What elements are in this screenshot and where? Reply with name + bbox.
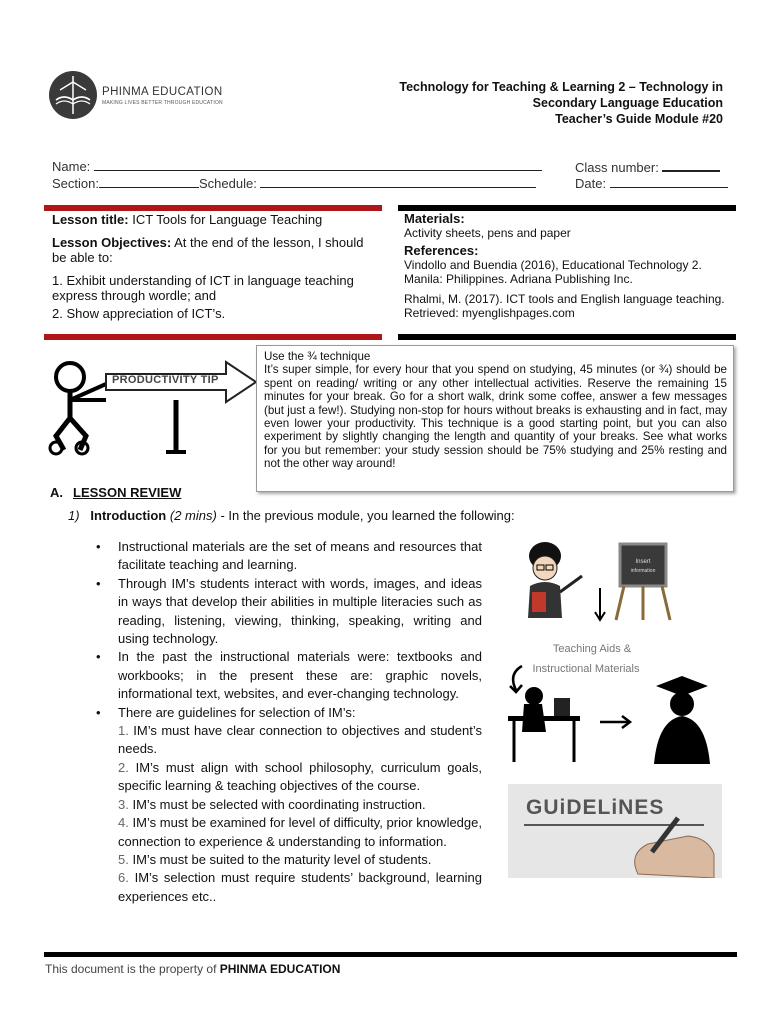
introduction-line: 1) Introduction (2 mins) - In the previous module, you learned the following: [68, 508, 515, 523]
materials-label: Materials: [404, 211, 465, 226]
board-text-1: Insert [635, 559, 651, 565]
materials-value: Activity sheets, pens and paper [404, 226, 571, 240]
phinma-logo-icon [48, 70, 98, 120]
document-title [399, 79, 723, 127]
lesson-bottom-bar [44, 334, 382, 340]
section-heading [50, 485, 181, 500]
introduction-time: (2 mins) [169, 508, 217, 523]
materials-bottom-bar [398, 334, 736, 340]
caption-line-1: Teaching Aids & [552, 643, 632, 655]
guideline-3: 3. IM’s must be selected with coordinating instruction. [118, 796, 426, 812]
lesson-objectives: Lesson Objectives: At the end of the lesson, I should be able to: [52, 234, 364, 265]
guideline-4: 4. IM’s must be examined for level of difficulty, prior knowledge, connection to experience & understanding to information. [118, 815, 482, 849]
title-line-3: Teacher’s Guide Module #20 [555, 112, 723, 126]
introduction-text: - In the previous module, you learned the following: [220, 508, 515, 523]
date-field[interactable] [575, 174, 728, 191]
guideline-6: 6. IM’s selection must require students’ background, learning experiences etc.. [118, 870, 482, 904]
class-number-field[interactable] [575, 157, 720, 175]
section-line[interactable] [99, 174, 199, 188]
productivity-tip-box [256, 345, 734, 492]
lesson-title: Lesson title: ICT Tools for Language Teaching [52, 212, 323, 227]
stick-figure-icon [40, 352, 262, 462]
hand-with-pen-icon [618, 814, 722, 878]
section-label: Section: [52, 176, 99, 191]
class-number-label: Class number: [575, 160, 659, 175]
name-field[interactable] [52, 157, 542, 174]
reference-2: Rhalmi, M. (2017). ICT tools and English language teaching. Retrieved: myenglishpages.com [404, 292, 725, 320]
reference-1: Vindollo and Buendia (2016), Educational Technology 2. Manila: Philippines. Adriana Publishing Inc. [404, 258, 702, 286]
footer-text [45, 962, 340, 976]
materials-info [404, 212, 730, 320]
title-line-1: Technology for Teaching & Learning 2 – Technology in [399, 80, 723, 94]
introduction-label: Introduction [90, 508, 167, 523]
guideline-5: 5. IM’s must be suited to the maturity level of students. [118, 851, 432, 867]
list-item: • In the past the instructional materials were: textbooks and workbooks; in the present these are: graphic novels, informational text, websites, and ever-changing technology. [96, 649, 482, 702]
guidelines-image [508, 784, 722, 878]
objective-1: 1. Exhibit understanding of ICT in language teaching express through wordle; and [52, 272, 354, 303]
date-line[interactable] [610, 174, 728, 188]
teaching-aids-illustration [500, 536, 728, 776]
board-text-2: information [630, 568, 656, 574]
section-title: LESSON REVIEW [73, 485, 182, 500]
list-item: • Through IM’s students interact with words, images, and ideas in ways that develop their abilities in multiple literacies such as reading, listening, viewing, thinking, speaking, writing and using technology. [96, 575, 482, 647]
list-item: • There are guidelines for selection of IM’s: 1. IM’s must have clear connection to objectives and student’s needs. 2. IM’s must align with school philosophy, curriculum goals, specific learning & teaching objectives of the course. 3. IM’s must be selected with coordinating instruction. 4. IM’s must be examined for level of difficulty, prior knowledge, connection to experience & understanding to information. 5. IM’s must be suited to the maturity level of students. 6. IM’s selection must require students’ background, learning experiences etc.. [96, 704, 482, 906]
schedule-line[interactable] [260, 174, 536, 188]
references-label: References: [404, 243, 479, 258]
section-field[interactable] [52, 174, 536, 191]
footer-rule [44, 952, 737, 957]
footer-prefix: This document is the property of [45, 962, 217, 976]
objective-2: 2. Show appreciation of ICT’s. [52, 305, 226, 321]
guideline-2: 2. IM’s must align with school philosophy, curriculum goals, specific learning & teaching objectives of the course. [118, 759, 482, 794]
logo-tagline: MAKING LIVES BETTER THROUGH EDUCATION [102, 100, 223, 106]
lesson-info [52, 212, 378, 321]
date-label: Date: [575, 176, 607, 191]
logo-name: PHINMA EDUCATION [102, 86, 223, 98]
name-label: Name: [52, 159, 91, 174]
caption-line-2: Instructional Materials [532, 663, 640, 675]
guideline-1: 1. IM’s must have clear connection to objectives and student’s needs. [118, 723, 482, 757]
tip-body: It’s super simple, for every hour that you spend on studying, 45 minutes (or ¾) should be spent on reading/ writing or any other intellectual activities. Reserve the remaining 15 minutes for your break. Go for a short walk, drink some coffee, answer a few messages (but just a few!). Studying non-stop for hours without breaks is exhausting and in fact, may even lower your productivity. This technique is a good starting point, but you can also experiment by slightly changing the length and quantity of your breaks. See what works for you but remember: your study session should be 75% studying and 25% resting and not the other way around! [264, 363, 727, 471]
lesson-top-bar [44, 205, 382, 211]
tip-heading: Use the ¾ technique [264, 350, 371, 363]
class-number-line[interactable] [662, 157, 720, 172]
review-bullet-list [96, 538, 482, 906]
list-item: • Instructional materials are the set of means and resources that facilitate teaching and learning. [96, 539, 482, 573]
name-line[interactable] [94, 157, 542, 171]
schedule-label: Schedule: [198, 176, 257, 191]
title-line-2: Secondary Language Education [532, 96, 723, 110]
productivity-tip-label: PRODUCTIVITY TIP [112, 374, 219, 386]
footer-owner: PHINMA EDUCATION [219, 962, 341, 976]
guidelines-word: GUiDELiNES [526, 796, 665, 819]
section-letter: A. [50, 485, 63, 500]
